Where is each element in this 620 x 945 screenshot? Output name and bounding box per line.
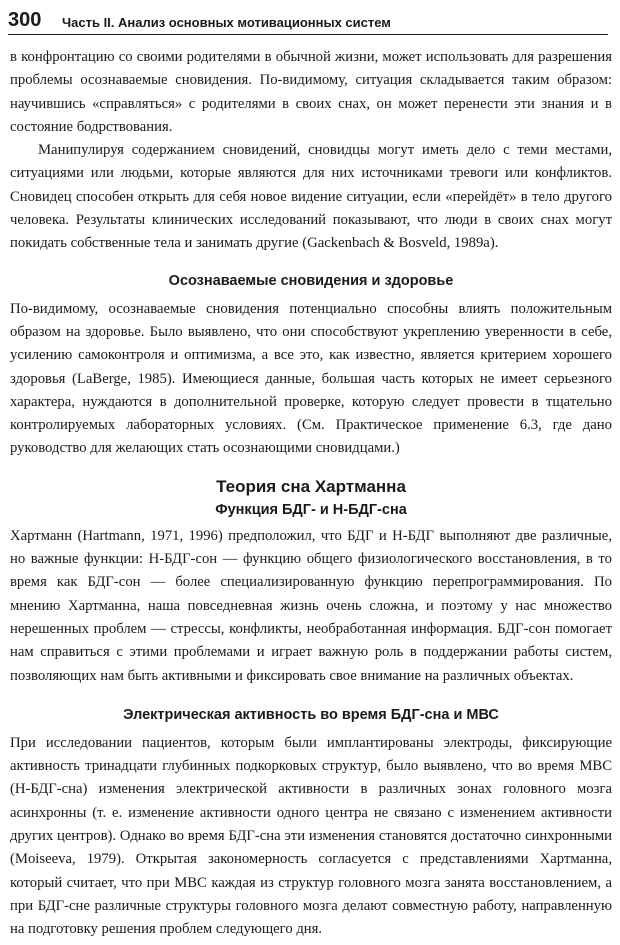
paragraph-continuation: в конфронтацию со своими родителями в обычной жизни, может использовать для разрешения проблемы осознаваемые сновидения. По-видимому, ситуация складывается таким образом: научившись «справляться» с родителями в своих снах, он может перенести эти знания и в состояние бодрствования.: [10, 49, 612, 135]
section-title-hartmann: Теория сна Хартманна: [216, 476, 406, 496]
part-title: Часть II. Анализ основных мотивационных систем: [62, 15, 391, 30]
paragraph-hartmann: Хартманн (Hartmann, 1971, 1996) предположил, что БДГ и Н-БДГ выполняют две различные, но важные функции: Н-БДГ-сон — функцию общего физиологического восстановления, в то время как БДГ-сон — более специализированную функцию перепрограммирования. По мнению Хартманна, наша повседневная жизнь очень сложна, и поэтому у нас множество нерешенных проблем — стрессы, конфликты, необработанная информация. БДГ-сон помогает нам справиться с этими проблемами и играет важную роль в поддержании работы систем, позволяющих нам быть активными и фиксировать свое внимание на различных объектах.: [10, 527, 612, 684]
section-heading-lucid-health: Осознаваемые сновидения и здоровье: [168, 272, 454, 289]
page-number: 300: [8, 9, 42, 31]
page-body: [10, 46, 612, 942]
paragraph-manipulation: Манипулируя содержанием сновидений, сновидцы могут иметь дело с теми местами, ситуациями или людьми, которые являются для них источниками тревоги или конфликтов. Сновидец способен открыть для себя новое видение ситуации, если «перейдёт» в тело другого человека. Результаты клинических исследований показывают, что люди в своих снах могут покидать собственные тела и занимать другие (Gackenbach & Bosveld, 1989a).: [10, 142, 612, 252]
paragraph-electrical-activity: При исследовании пациентов, которым были имплантированы электроды, фиксирующие активность тринадцати глубинных подкорковых структур, было выявлено, что во время МВС (Н-БДГ-сна) изменения электрической активности в различных зонах головного мозга асинхронны (т. е. изменение активности одного центра не связано с изменением активности других центров). Однако во время БДГ-сна эти изменения становятся достаточно синхронными (Moiseeva, 1979). Открытая закономерность согласуется с представлениями Хартманна, который считает, что при МВС каждая из структур головного мозга занята восстановлением, а при БДГ-сне различные структуры головного мозга делают совместную работу, направленную на подготовку решения проблем следующего дня.: [10, 734, 612, 938]
subsection-title-rem-functions: Функция БДГ- и Н-БДГ-сна: [215, 501, 407, 518]
paragraph-lucid-health: По-видимому, осознаваемые сновидения потенциально способны влиять положительным образом на здоровье. Было выявлено, что они способствуют укреплению уверенности в себе, усилению самоконтроля и оптимизма, а все это, как известно, является критерием хорошего здоровья (LaBerge, 1985). Имеющиеся данные, большая часть которых не имеет серьезного характера, нуждаются в дополнительной проверке, которую следует провести в тщательно контролируемых лабораторных условиях. (См. Практическое применение 6.3, где дано руководство для желающих стать осознающими сновидцами.): [10, 300, 612, 457]
section-heading-electrical-activity: Электрическая активность во время БДГ-сна и МВС: [123, 706, 499, 723]
running-header: [8, 8, 608, 35]
